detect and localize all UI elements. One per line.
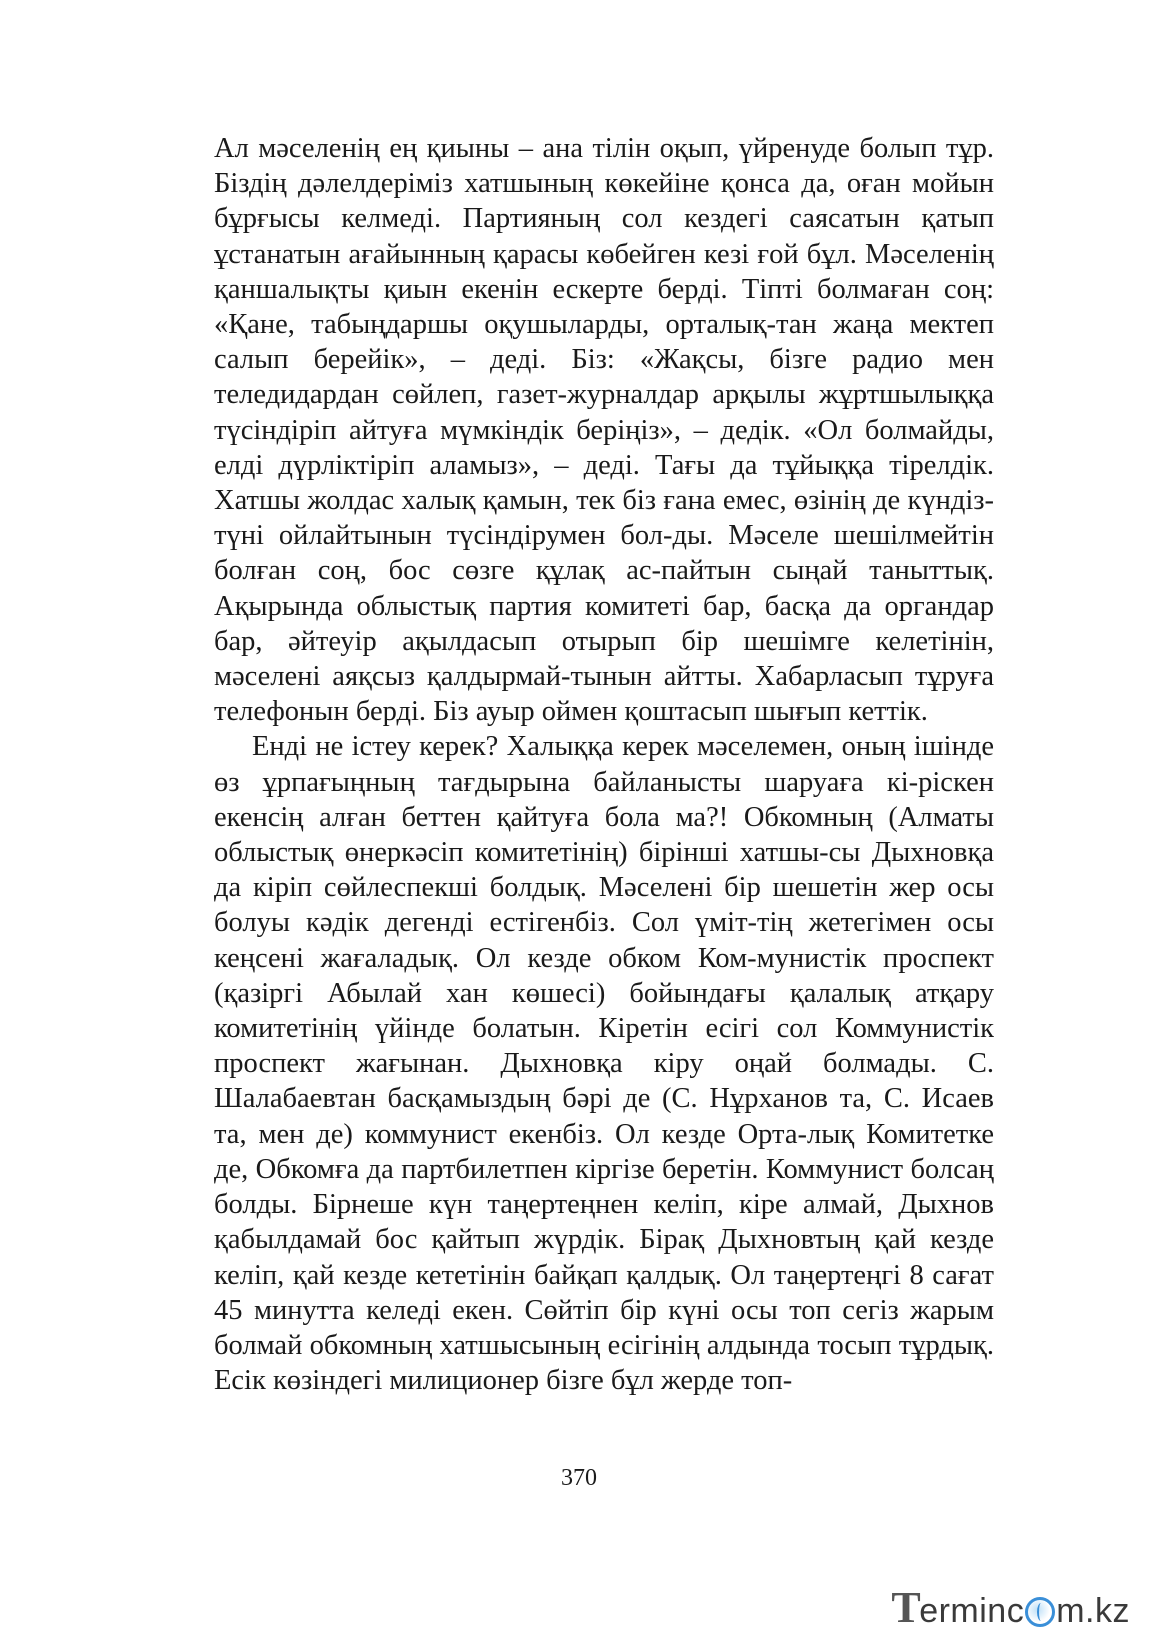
watermark-t-letter: T — [891, 1583, 922, 1632]
termincom-watermark[interactable] — [891, 1582, 1130, 1633]
globe-icon — [1025, 1597, 1055, 1627]
page-body — [214, 131, 994, 1398]
page-number: 370 — [561, 1465, 597, 1491]
paragraph-2: Енді не істеу керек? Халыққа керек мәселемен, оның ішінде өз ұрпағыңның тағдырына байланысты шаруаға кі-ріскен екенсің алған беттен қайтуға бола ма?! Обкомның (Алматы облыстық өнеркәсіп комитетінің) бірінші хатшы-сы Дыхновқа да кіріп сөйлеспекші болдық. Мәселені бір шешетін жер осы болуы кәдік дегенді естігенбіз. Сол үміт-тің жетегімен осы кеңсені жағаладық. Ол кезде обком Ком-мунистік проспект (қазіргі Абылай хан көшесі) бойындағы қалалық атқару комитетінің үйінде болатын. Кіретін есігі сол Коммунистік проспект жағынан. Дыхновқа кіру оңай болмады. С. Шалабаевтан басқамыздың бәрі де (С. Нұрханов та, С. Исаев та, мен де) коммунист екенбіз. Ол кезде Орта-лық Комитетке де, Обкомға да партбилетпен кіргізе беретін. Коммунист болсаң болды. Бірнеше күн таңертеңнен келіп, кіре алмай, Дыхнов қабылдамай бос қайтып жүрдік. Бірақ Дыхновтың қай кезде келіп, қай кезде кететінін байқап қалдық. Ол таңертеңгі 8 сағат 45 минутта келеді екен. Сөйтіп бір күні осы топ сегіз жарым болмай обкомның хатшысының есігінің алдында тосып тұрдық. Есік көзіндегі милиционер бізге бұл жерде топ- — [214, 731, 994, 1397]
watermark-text-middle: erminc — [919, 1592, 1025, 1630]
paragraph-1: Ал мәселенің ең қиыны – ана тілін оқып, үйренуде болып тұр. Біздің дәлелдеріміз хатшының көкейіне қонса да, оған мойын бұрғысы келмеді. Партияның сол кездегі саясатын қатып ұстанатын ағайынның қарасы көбейген кезі ғой бұл. Мәселенің қаншалықты қиын екенін ескерте берді. Тіпті болмаған соң: «Қане, табыңдаршы оқушыларды, орталық-тан жаңа мектеп салып берейік», – деді. Біз: «Жақсы, бізге радио мен теледидардан сөйлеп, газет-журналдар арқылы жұртшылыққа түсіндіріп айтуға мүмкіндік беріңіз», – дедік. «Ол болмайды, елді дүрліктіріп аламыз», – деді. Тағы да тұйыққа тірелдік. Хатшы жолдас халық қамын, тек біз ғана емес, өзінің де күндіз-түні ойлайтынын түсіндірумен бол-ды. Мәселе шешілмейтін болған соң, бос сөзге құлақ ас-пайтын сыңай таныттық. Ақырында облыстық партия комитеті бар, басқа да органдар бар, әйтеуір ақылдасып отырып бір шешімге келетінін, мәселені аяқсыз қалдырмай-тынын айтты. Хабарласып тұруға телефонын берді. Біз ауыр оймен қоштасып шығып кеттік. — [214, 133, 994, 728]
watermark-text-suffix: m.kz — [1056, 1592, 1130, 1630]
